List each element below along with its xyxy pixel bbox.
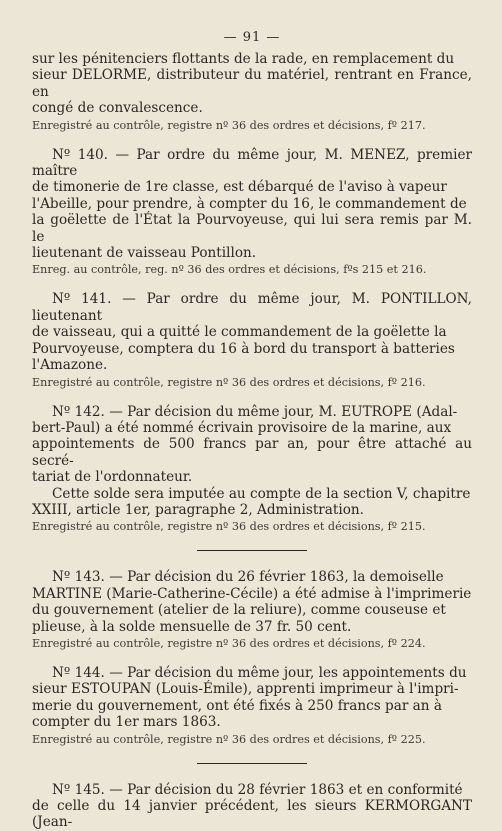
text-line: appointements de 500 francs par an, pour être attaché au secré-	[32, 436, 472, 469]
text-line: tariat de l'ordonnateur.	[32, 469, 193, 486]
entry-142	[32, 404, 472, 535]
text-line: sur les pénitenciers flottants de la rade, en remplacement du	[32, 51, 455, 67]
register-note: Enregistré au contrôle, registre nº 36 des ordres et décisions, fº 215.	[32, 520, 426, 534]
entry-141	[32, 291, 472, 389]
page-number: — 91 —	[223, 30, 281, 45]
register-note: Enregistré au contrôle, registre nº 36 des ordres et décisions, fº 225.	[32, 732, 426, 746]
text-line: MARTINE (Marie-Catherine-Cécile) a été admise à l'imprimerie	[32, 585, 472, 602]
text-line: sieur ESTOUPAN (Louis-Émile), apprenti imprimeur à l'impri-	[32, 681, 459, 698]
text-line: congé de convalescence.	[32, 100, 203, 117]
text-line: l'Abeille, pour prendre, à compter du 16, le commandement de	[32, 195, 467, 212]
text-line: bert-Paul) a été nommé écrivain provisoire de la marine, aux	[32, 419, 452, 436]
text-line: Pourvoyeuse, comptera du 16 à bord du transport à batteries	[32, 340, 455, 357]
text-line: de timonerie de 1re classe, est débarqué de l'aviso à vapeur	[32, 179, 447, 196]
register-note: Enregistré au contrôle, registre nº 36 des ordres et décisions, fº 224.	[32, 636, 426, 650]
register-note: Enreg. au contrôle, reg. nº 36 des ordres et décisions, fºs 215 et 216.	[32, 263, 427, 277]
text-line: du gouvernement (atelier de la reliure), comme couseuse et	[32, 602, 446, 619]
text-line: lieutenant de vaisseau Pontillon.	[32, 245, 257, 262]
text-line: Nº 142. — Par décision du même jour, M. EUTROPE (Adal-	[52, 403, 458, 420]
text-line: merie du gouvernement, ont été fixés à 250 francs par an à	[32, 697, 442, 714]
text-line: plieuse, à la solde mensuelle de 37 fr. 50 cent.	[32, 618, 352, 635]
text-line: de celle du 14 janvier précédent, les sieurs KERMORGANT (Jean-	[32, 798, 472, 831]
section-divider	[197, 550, 307, 551]
text-line: Nº 144. — Par décision du même jour, les appointements du	[52, 664, 467, 681]
entry-143	[32, 569, 472, 651]
entry-140	[32, 147, 472, 278]
section-divider	[197, 763, 307, 764]
text-line: Nº 143. — Par décision du 26 février 1863, la demoiselle	[52, 569, 444, 586]
text-line: XXIII, article 1er, paragraphe 2, Administration.	[32, 501, 364, 518]
text-line: Nº 145. — Par décision du 28 février 1863 et en conformité	[52, 781, 463, 798]
text-line: la goëlette de l'État la Pourvoyeuse, qui lui sera remis par M. le	[32, 212, 472, 245]
entry-continued	[32, 51, 472, 133]
text-line: compter du 1er mars 1863.	[32, 714, 221, 731]
text-line: sieur DELORME, distributeur du matériel, rentrant en France, en	[32, 67, 472, 100]
entry-145	[32, 782, 472, 831]
register-note: Enregistré au contrôle, registre nº 36 des ordres et décisions, fº 217.	[32, 118, 426, 132]
text-line: l'Amazone.	[32, 357, 108, 374]
text-line: de vaisseau, qui a quitté le commandement de la goëlette la	[32, 324, 447, 341]
text-line: Nº 140. — Par ordre du même jour, M. MENEZ, premier maître	[32, 146, 472, 180]
entry-144	[32, 665, 472, 747]
text-line: Nº 141. — Par ordre du même jour, M. PONTILLON, lieutenant	[32, 291, 472, 324]
text-line: Cette solde sera imputée au compte de la section V, chapitre	[52, 485, 471, 502]
register-note: Enregistré au contrôle, registre nº 36 des ordres et décisions, fº 216.	[32, 375, 426, 389]
